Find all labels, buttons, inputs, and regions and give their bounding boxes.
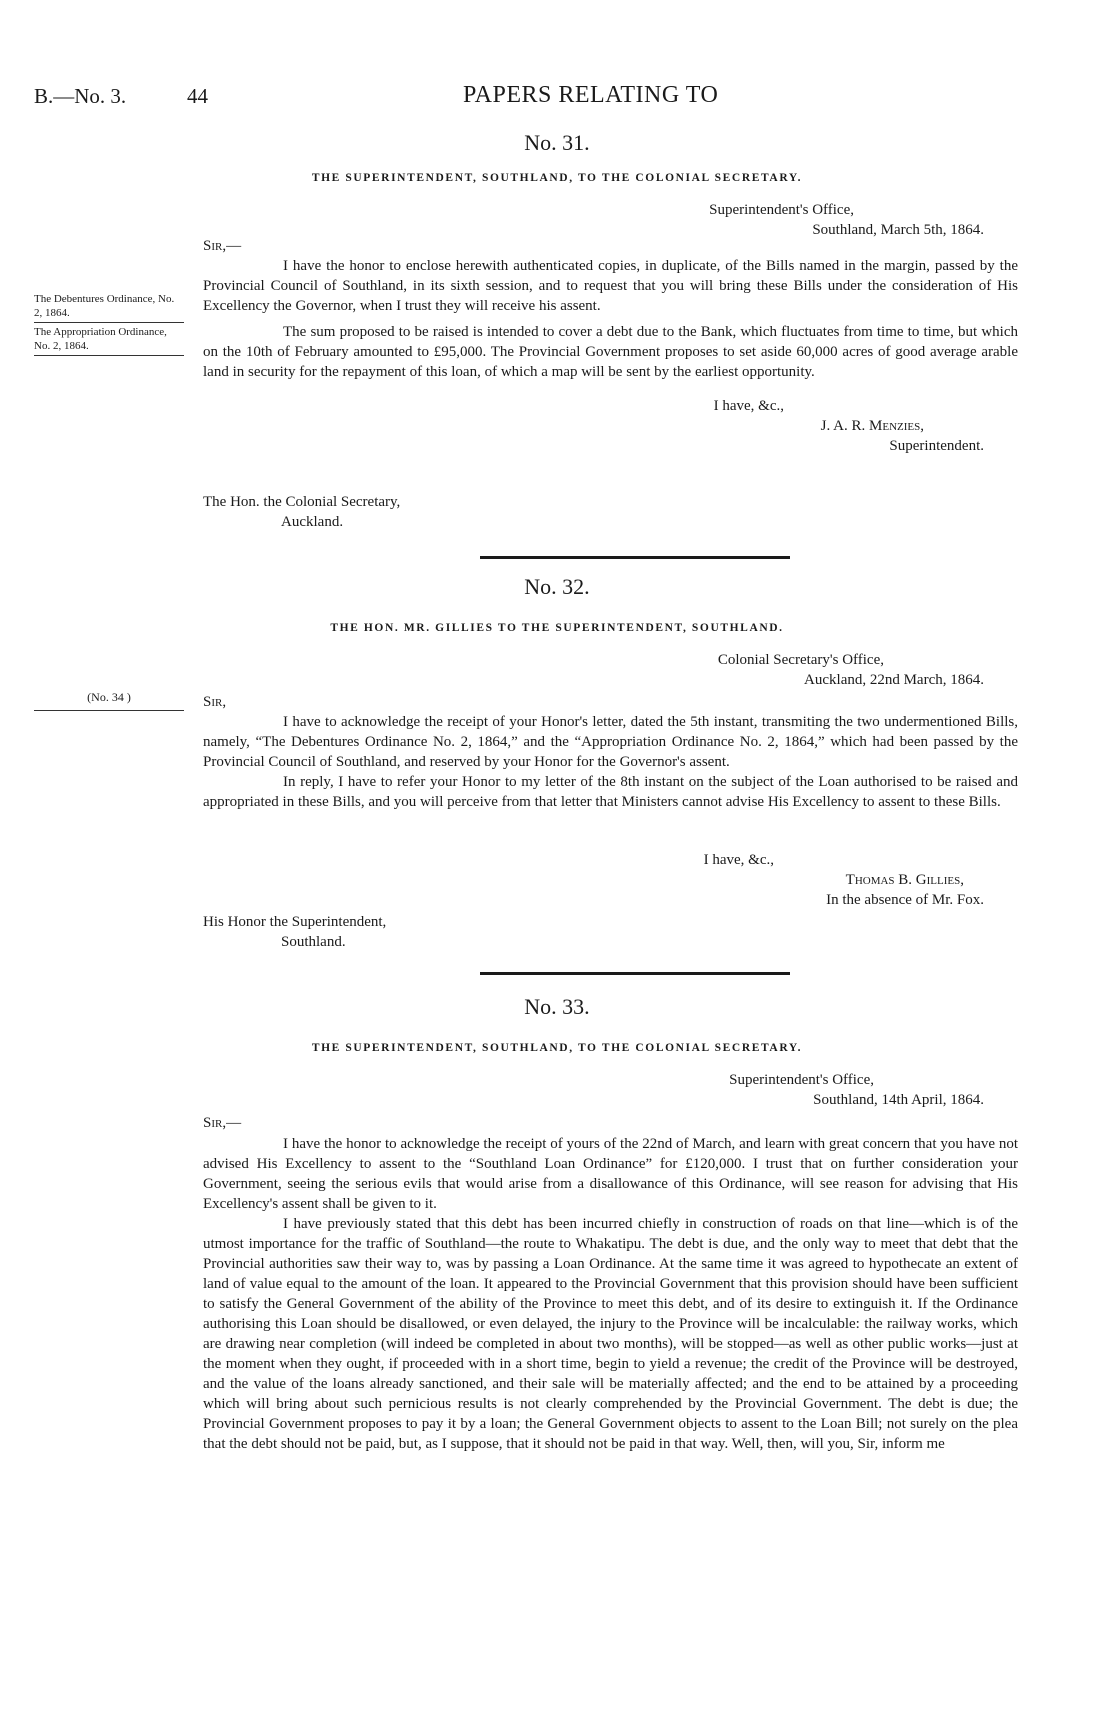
paragraph: I have previously stated that this debt has been incurred chiefly in construction of roads on that line—which is of the utmost importance for the traffic of Southland—the route to Whakatipu. The debt is due, and the only way to meet that debt that the Provincial authorities saw their way to, was by passing a Loan Ordinance. At the same time it was agreed to hypothecate an extent of land of value equal to the amount of the loan. It appeared to the Provincial Government that this provision should have been sufficient to satisfy the General Government of the ability of the Province to meet this debt, and of its desire to extinguish it. If the Ordinance authorising this Loan should be disallowed, or even delayed, the injury to the Province will be incalculable: the railway works, which are drawing near completion (will indeed be completed in about two months), will be stopped—as well as other public works—just at the moment when they ought, if proceeded with in a short time, begin to yield a revenue; the credit of the Province will be destroyed, and the value of the loans already sanctioned, and their sale will be materially affected; and the end to be attained by a proceeding which will bring about such pernicious results is not clearly comprehended by the Provincial Government. The debt is due; the Provincial Government proposes to pay it by a loan; the General Government objects to assent to the Loan Bill; not surely on the plea that the debt should not be paid, but, as I suppose, that it should not be paid in that way. Well, then, will you, Sir, inform me <box>203 1216 1018 1452</box>
margin-divider <box>34 355 184 356</box>
margin-reference-rule <box>34 710 184 711</box>
letter-33-address <box>729 1070 984 1110</box>
margin-reference: (No. 34 ) <box>87 690 131 704</box>
signature-title: Superintendent. <box>889 438 984 454</box>
letter-31-salutation: Sir,— <box>203 238 242 254</box>
letter-32-number: No. 32. <box>524 574 590 599</box>
paragraph: I have to acknowledge the receipt of your Honor's letter, dated the 5th instant, transmiting the two undermentioned Bills, namely, “The Debentures Ordinance No. 2, 1864,” and the “Appropriation Ordinance No. 2, 1864,” which had been passed by the Provincial Council of Southland, and reserved by your Honor for the Governor's assent. <box>203 714 1018 770</box>
letter-31-heading: THE SUPERINTENDENT, SOUTHLAND, TO THE COLONIAL SECRETARY. <box>311 172 803 184</box>
signature: J. A. R. Menzies, <box>820 418 924 434</box>
letter-32-salutation: Sir, <box>203 694 227 710</box>
margin-note <box>34 292 184 358</box>
letter-33-number: No. 33. <box>524 994 590 1019</box>
letter-33-body <box>203 1134 1018 1454</box>
recipient-line: Southland. <box>281 934 346 950</box>
recipient-line: His Honor the Superintendent, <box>203 914 387 930</box>
letter-32-address <box>718 650 984 690</box>
recipient-line: Auckland. <box>281 514 344 530</box>
letter-33-salutation: Sir,— <box>203 1115 242 1131</box>
address-line: Auckland, 22nd March, 1864. <box>804 672 984 688</box>
recipient-line: The Hon. the Colonial Secretary, <box>203 494 401 510</box>
letter-31-number: No. 31. <box>524 130 590 155</box>
paragraph: I have the honor to acknowledge the receipt of yours of the 22nd of March, and learn with great concern that you have not advised His Excellency to assent to the “Southland Loan Ordinance” for £120,000. I trust that on further consideration your Government, seeing the serious evils that would arise from a disallowance of this Ordinance, will see reason for advising that His Excellency's assent shall be given to it. <box>203 1136 1018 1212</box>
document-reference: B.—No. 3. <box>34 84 127 108</box>
paragraph: I have the honor to enclose herewith authenticated copies, in duplicate, of the Bills named in the margin, passed by the Provincial Council of Southland, in its sixth session, and to request that you will bring these Bills under the consideration of His Excellency the Governor, when I trust they will receive his assent. <box>203 258 1018 314</box>
letter-32-body <box>203 712 1018 812</box>
margin-note-appropriation: The Appropriation Ordinance, No. 2, 1864. <box>34 326 167 352</box>
section-divider <box>480 556 790 559</box>
letter-31-closing <box>714 396 984 456</box>
letter-32-heading: THE HON. MR. GILLIES TO THE SUPERINTENDENT, SOUTHLAND. <box>330 622 784 634</box>
address-line: Superintendent's Office, <box>709 202 854 218</box>
letter-31-address <box>709 200 984 240</box>
signature-title: In the absence of Mr. Fox. <box>826 892 984 908</box>
letter-31-body <box>203 256 1018 382</box>
page-number: 44 <box>187 84 208 108</box>
margin-divider <box>34 322 184 323</box>
paragraph: In reply, I have to refer your Honor to my letter of the 8th instant on the subject of the Loan authorised to be raised and appropriated in these Bills, and you will perceive from that letter that Ministers cannot advise His Excellency to assent to these Bills. <box>203 774 1018 810</box>
address-line: Southland, 14th April, 1864. <box>813 1092 984 1108</box>
closing-line: I have, &c., <box>703 852 774 868</box>
signature: Thomas B. Gillies, <box>845 872 964 888</box>
address-line: Southland, March 5th, 1864. <box>812 222 984 238</box>
letter-33-heading: THE SUPERINTENDENT, SOUTHLAND, TO THE COLONIAL SECRETARY. <box>311 1042 803 1054</box>
margin-note-debentures: The Debentures Ordinance, No. 2, 1864. <box>34 293 175 319</box>
section-divider <box>480 972 790 975</box>
page-title: PAPERS RELATING TO <box>463 82 719 108</box>
closing-line: I have, &c., <box>713 398 784 414</box>
letter-32-closing <box>704 850 984 910</box>
paragraph: The sum proposed to be raised is intended to cover a debt due to the Bank, which fluctuates from time to time, but which on the 10th of February amounted to £95,000. The Provincial Government proposes to set aside 60,000 acres of good average arable land in security for the repayment of this loan, of which a map will be sent by the earliest opportunity. <box>203 324 1018 380</box>
letter-32-recipient <box>203 912 386 952</box>
address-line: Colonial Secretary's Office, <box>717 652 884 668</box>
address-line: Superintendent's Office, <box>729 1072 874 1088</box>
letter-31-recipient <box>203 492 400 532</box>
